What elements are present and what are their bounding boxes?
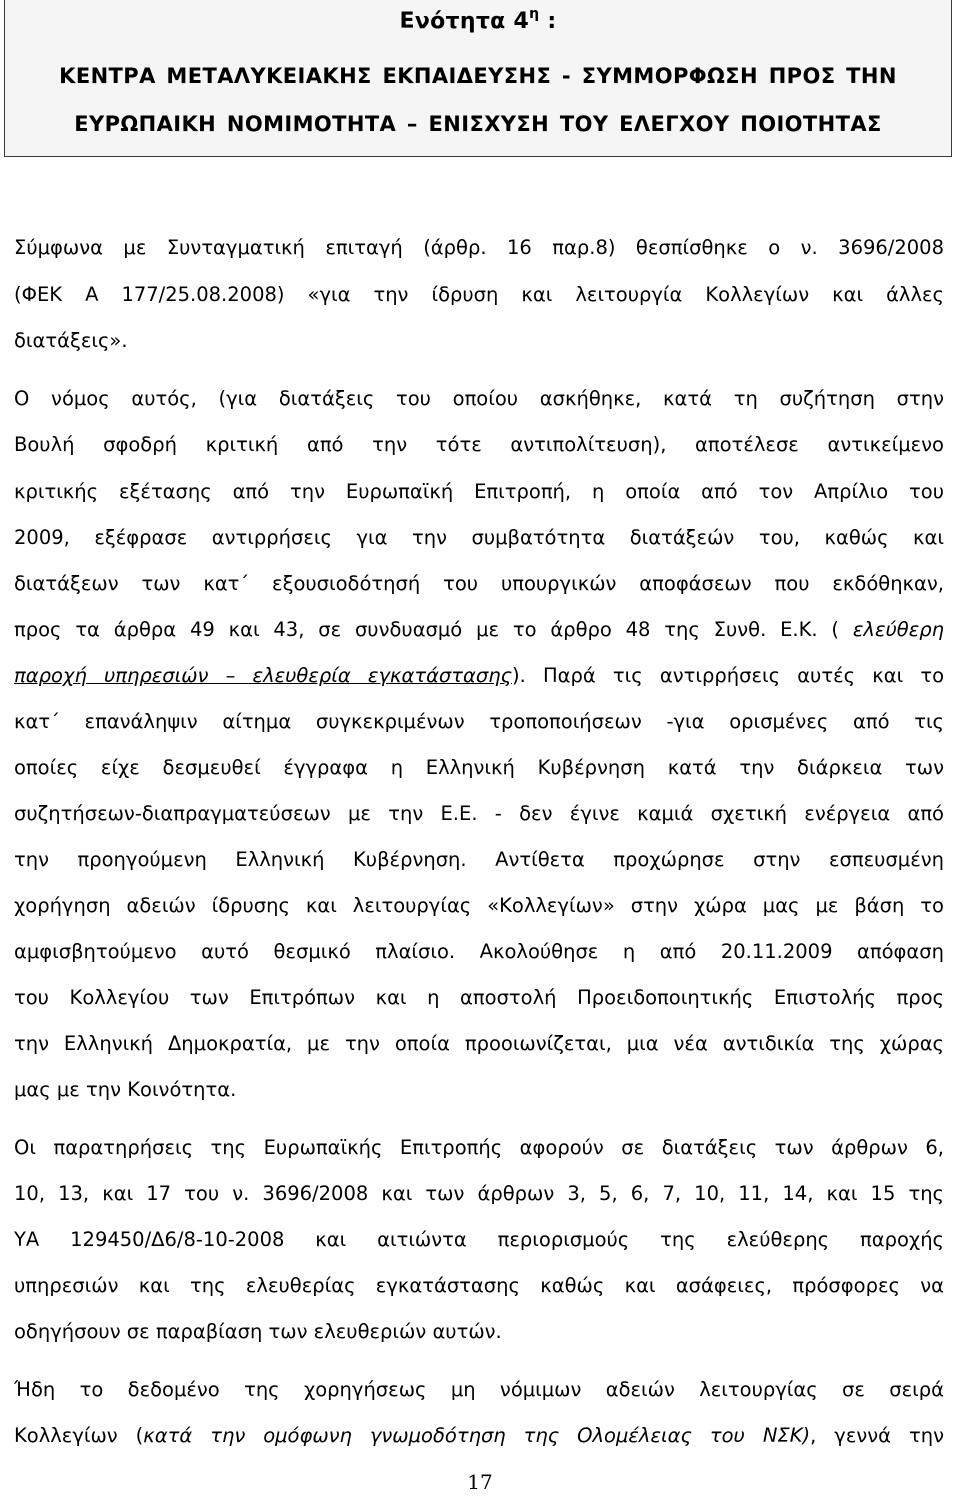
- paragraph-1-line: (ΦΕΚ Α 177/25.08.2008) «για την ίδρυση και λειτουργία Κολλεγίων και άλλες: [14, 283, 944, 306]
- header-title-line-1: ΚΕΝΤΡΑ ΜΕΤΑΛΥΚΕΙΑΚΗΣ ΕΚΠΑΙΔΕΥΣΗΣ - ΣΥΜΜΟΡΦΩΣΗ ΠΡΟΣ ΤΗΝ: [59, 64, 897, 88]
- paragraph-3-line: οδηγήσουν σε παραβίαση των ελευθεριών αυτών.: [14, 1320, 502, 1343]
- paragraph-3-line: ΥΑ 129450/Δ6/8-10-2008 και αιτιώντα περιορισμούς της ελεύθερης παροχής: [14, 1228, 944, 1251]
- page-number: 17: [467, 1470, 493, 1494]
- paragraph-3-line: Οι παρατηρήσεις της Ευρωπαϊκής Επιτροπής αφορούν σε διατάξεις των άρθρων 6,: [14, 1136, 944, 1159]
- paragraph-2-line: Ο νόμος αυτός, (για διατάξεις του οποίου ασκήθηκε, κατά τη συζήτηση στην: [14, 387, 944, 410]
- paragraph-2-line: την προηγούμενη Ελληνική Κυβέρνηση. Αντίθετα προχώρησε στην εσπευσμένη: [14, 848, 944, 871]
- paragraph-1-line: διατάξεις».: [14, 329, 128, 352]
- paragraph-2-line: αμφισβητούμενο αυτό θεσμικό πλαίσιο. Ακολούθησε η από 20.11.2009 απόφαση: [14, 940, 944, 963]
- header-title-line-2: ΕΥΡΩΠΑΙΚΗ ΝΟΜΙΜΟΤΗΤΑ – ΕΝΙΣΧΥΣΗ ΤΟΥ ΕΛΕΓΧΟΥ ΠΟΙΟΤΗΤΑΣ: [74, 112, 882, 136]
- paragraph-3-line: 10, 13, και 17 του ν. 3696/2008 και των άρθρων 3, 5, 6, 7, 10, 11, 14, και 15 της: [14, 1182, 944, 1205]
- paragraph-2-line: του Κολλεγίου των Επιτρόπων και η αποστολή Προειδοποιητικής Επιστολής προς: [14, 986, 944, 1009]
- paragraph-3-line: υπηρεσιών και της ελευθερίας εγκατάστασης καθώς και ασάφειες, πρόσφορες να: [14, 1274, 944, 1297]
- section-header-box: [4, 0, 952, 157]
- paragraph-2-line: χορήγηση αδειών ίδρυσης και λειτουργίας «Κολλεγίων» στην χώρα μας με βάση το: [14, 894, 944, 917]
- paragraph-2-line: κριτικής εξέτασης από την Ευρωπαϊκή Επιτροπή, η οποία από τον Απρίλιο του: [14, 480, 944, 503]
- paragraph-4-line: Ήδη το δεδομένο της χορηγήσεως μη νόμιμων αδειών λειτουργίας σε σειρά: [14, 1378, 944, 1401]
- paragraph-2-line: συζητήσεων-διαπραγματεύσεων με την Ε.Ε. - δεν έγινε καμιά σχετική ενέργεια από: [14, 802, 944, 825]
- paragraph-2-line: Βουλή σφοδρή κριτική από την τότε αντιπολίτευση), αποτέλεσε αντικείμενο: [14, 433, 944, 456]
- paragraph-2-line: 2009, εξέφρασε αντιρρήσεις για την συμβατότητα διατάξεών του, καθώς και: [14, 526, 944, 549]
- paragraph-2-line: οποίες είχε δεσμευθεί έγγραφα η Ελληνική Κυβέρνηση κατά την διάρκεια των: [14, 756, 944, 779]
- paragraph-2-line: την Ελληνική Δημοκρατία, με την οποία προοιωνίζεται, μια νέα αντιδικία της χώρας: [14, 1032, 944, 1055]
- paragraph-2-line: μας με την Κοινότητα.: [14, 1078, 237, 1101]
- paragraph-2-line: παροχή υπηρεσιών – ελευθερία εγκατάστασης). Παρά τις αντιρρήσεις αυτές και το: [14, 664, 944, 687]
- paragraph-2-line: προς τα άρθρα 49 και 43, σε συνδυασμό με το άρθρο 48 της Συνθ. Ε.Κ. ( ελεύθερη: [14, 618, 944, 641]
- paragraph-2-line: διατάξεων των κατ΄ εξουσιοδότησή του υπουργικών αποφάσεων που εκδόθηκαν,: [14, 572, 944, 595]
- paragraph-4-line: Κολλεγίων (κατά την ομόφωνη γνωμοδότηση της Ολομέλειας του ΝΣΚ), γεννά την: [14, 1424, 944, 1447]
- paragraph-1-line: Σύμφωνα με Συνταγματική επιταγή (άρθρ. 16 παρ.8) θεσπίσθηκε ο ν. 3696/2008: [14, 236, 944, 259]
- section-title: Ενότητα $4^\eta$ :: [399, 6, 557, 34]
- paragraph-2-line: κατ΄ επανάληψιν αίτημα συγκεκριμένων τροποποιήσεων -για ορισμένες από τις: [14, 710, 944, 733]
